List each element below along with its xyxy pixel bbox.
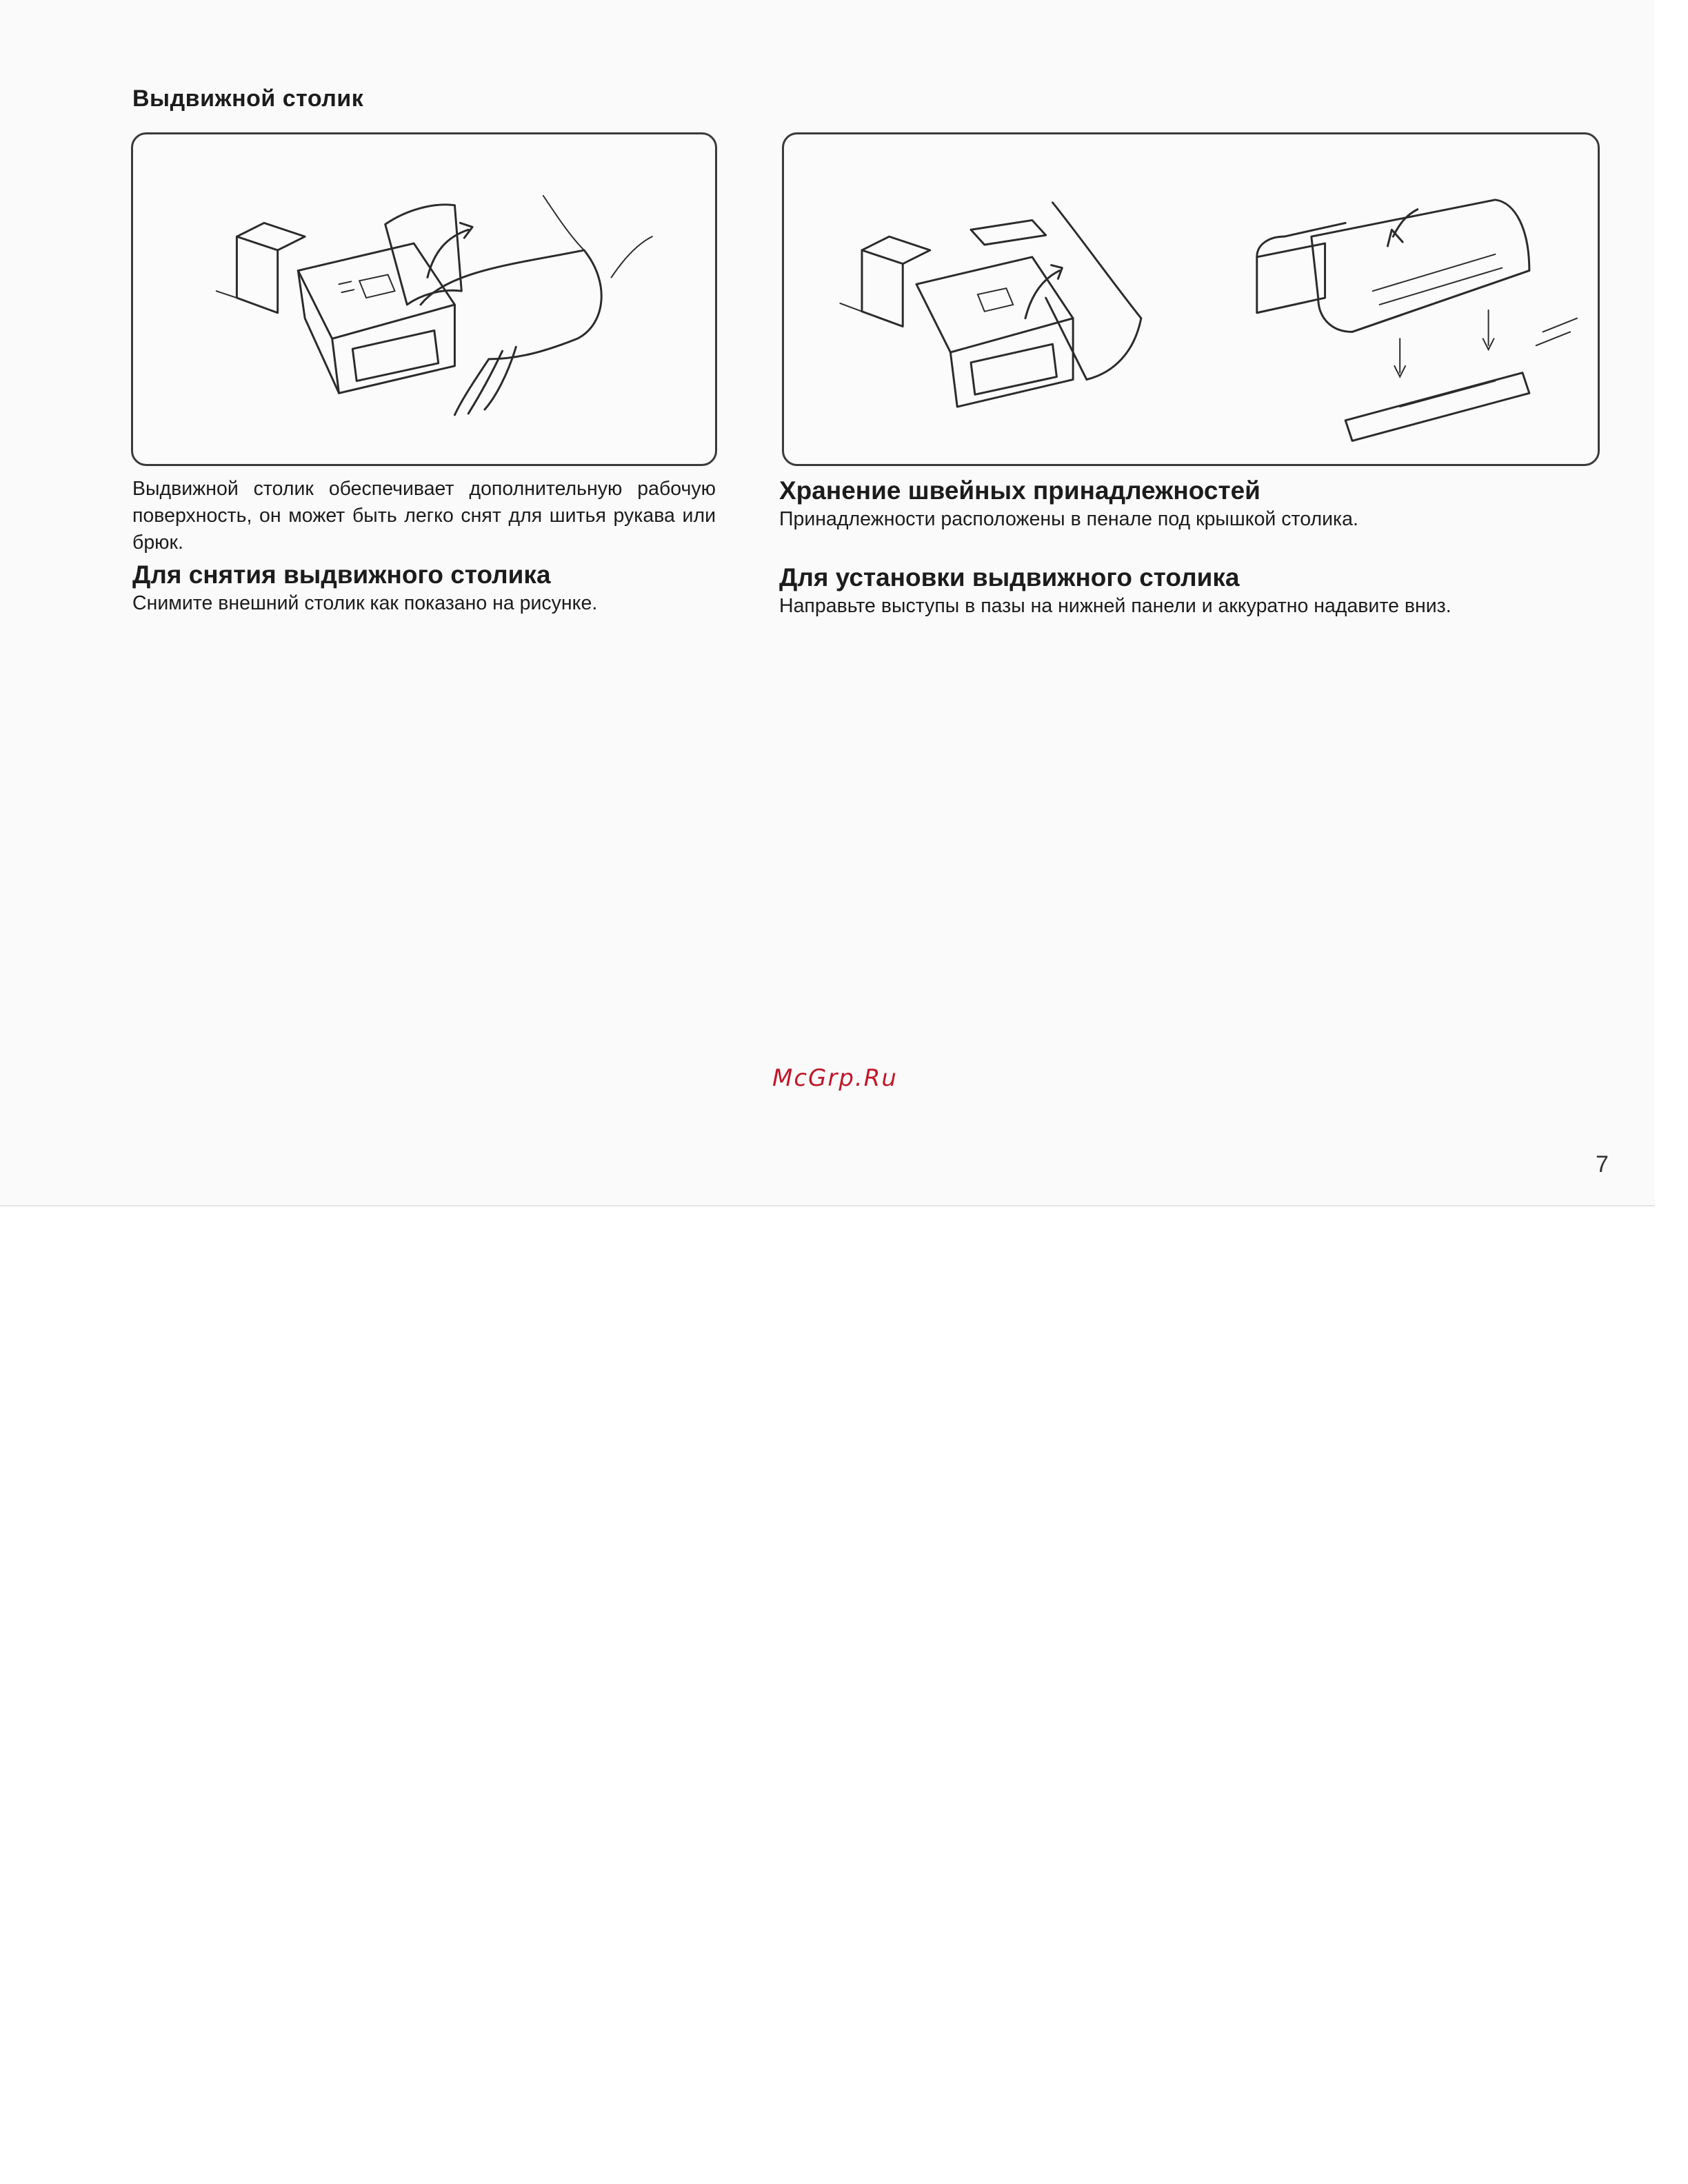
machine-base-side [862,250,903,327]
remove-table-illustration [131,132,717,466]
remove-section [132,560,753,616]
table-lid [385,205,462,305]
install-section [779,563,1607,619]
storage-heading: Хранение швейных принадлежностей [779,476,1260,505]
extension-table-body [1312,200,1529,332]
guide-arrows [1400,310,1488,373]
lift-arrow-icon [428,230,468,277]
install-heading: Для установки выдвижного столика [779,563,1240,592]
accessory-tray [971,220,1046,245]
section-title: Выдвижной столик [132,85,364,112]
remove-table-drawing [133,134,715,464]
machine-head-front [1257,243,1325,313]
storage-install-illustration [782,132,1600,466]
machine-base-top [237,223,305,250]
push-down-arrow-icon [1393,210,1418,237]
install-text: Направьте выступы в пазы на нижней панели и аккуратно надавите вниз. [779,595,1451,617]
intro-paragraph [132,476,716,556]
remove-heading: Для снятия выдвижного столика [132,560,551,589]
extension-table-top [298,243,454,338]
open-lid [1046,203,1141,380]
intro-text: Выдвижной столик обеспечивает дополнительную рабочую поверхность, он может быть легко снят для шитья рукава или брюк. [132,478,716,554]
hand-icon [421,250,601,359]
open-arrow-icon [1025,271,1059,318]
storage-section [779,476,1607,532]
extension-table-side [298,271,339,394]
page-number: 7 [1596,1151,1609,1177]
machine-base-side [237,236,277,313]
remove-text: Снимите внешний столик как показано на рисунке. [132,592,598,614]
base-panel [1345,373,1529,441]
storage-text: Принадлежности расположены в пенале под крышкой столика. [779,508,1358,530]
storage-install-drawing [784,134,1598,464]
watermark: McGrp.Ru [772,1064,898,1092]
